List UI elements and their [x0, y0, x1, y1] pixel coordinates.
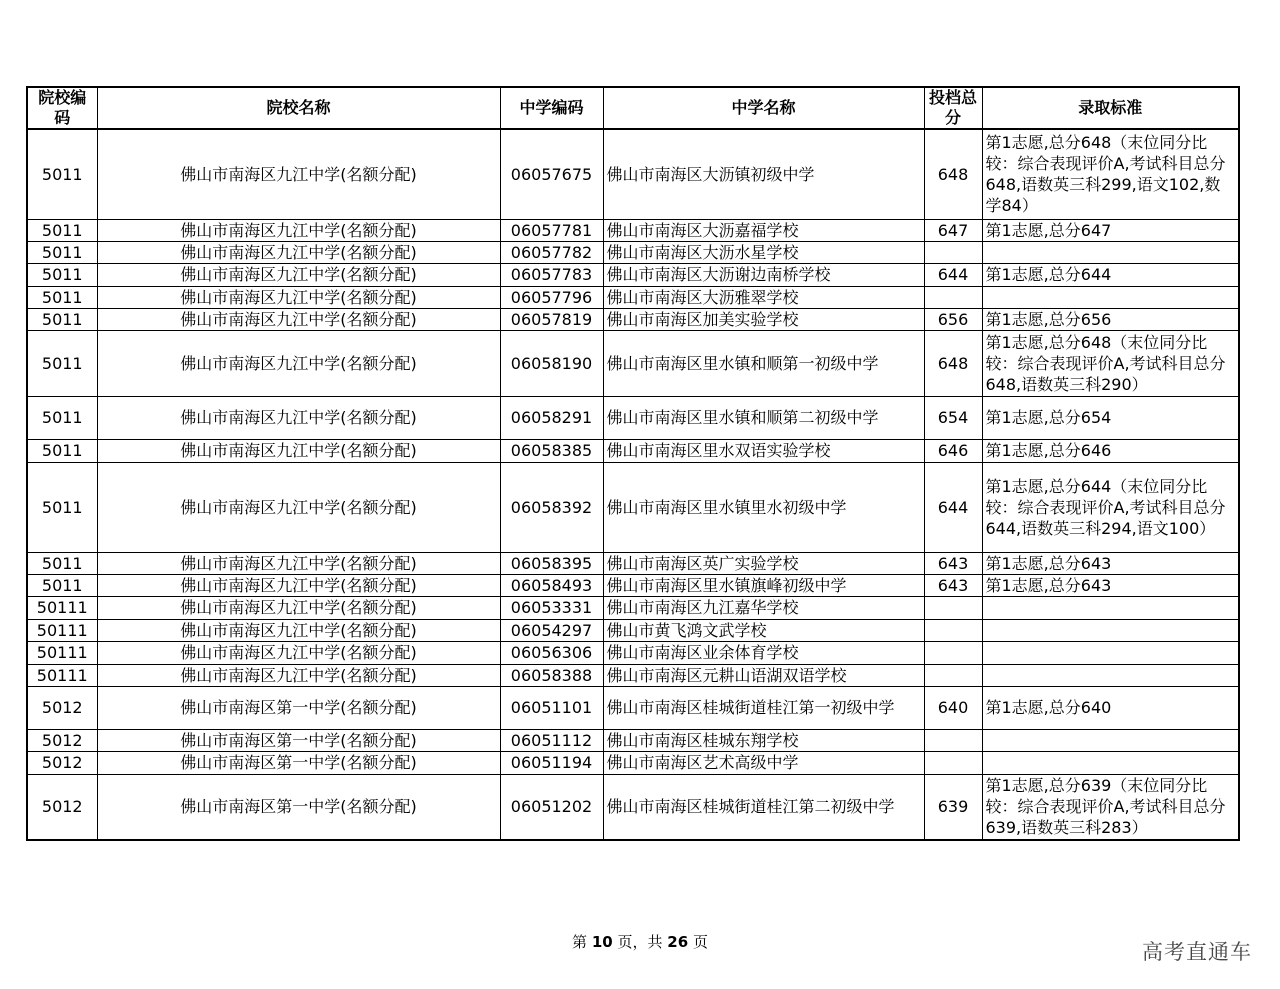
cell-school-name: 佛山市南海区九江中学(名额分配)	[97, 439, 500, 462]
cell-score	[924, 729, 982, 751]
cell-middle-name: 佛山市南海区元耕山语湖双语学校	[603, 664, 924, 686]
cell-school-name: 佛山市南海区九江中学(名额分配)	[97, 308, 500, 330]
cell-standard	[982, 751, 1239, 774]
cell-school-code: 5011	[27, 129, 97, 219]
cell-standard	[982, 641, 1239, 664]
table-body	[27, 129, 1239, 840]
cell-school-name: 佛山市南海区九江中学(名额分配)	[97, 263, 500, 286]
cell-middle-code: 06057675	[500, 129, 603, 219]
cell-middle-code: 06051112	[500, 729, 603, 751]
header-score: 投档总分	[924, 87, 982, 129]
cell-standard: 第1志愿,总分647	[982, 219, 1239, 241]
cell-standard: 第1志愿,总分646	[982, 439, 1239, 462]
cell-standard: 第1志愿,总分648（末位同分比较：综合表现评价A,考试科目总分648,语数英三科290）	[982, 330, 1239, 396]
cell-score: 644	[924, 462, 982, 552]
cell-school-name: 佛山市南海区第一中学(名额分配)	[97, 774, 500, 840]
cell-score: 643	[924, 552, 982, 574]
cell-middle-code: 06057782	[500, 241, 603, 263]
cell-school-code: 5012	[27, 729, 97, 751]
cell-school-name: 佛山市南海区九江中学(名额分配)	[97, 219, 500, 241]
footer-prefix: 第	[572, 933, 588, 951]
cell-school-code: 5011	[27, 263, 97, 286]
cell-middle-name: 佛山市南海区大沥嘉福学校	[603, 219, 924, 241]
cell-score: 648	[924, 330, 982, 396]
cell-standard: 第1志愿,总分654	[982, 396, 1239, 439]
cell-school-name: 佛山市南海区第一中学(名额分配)	[97, 751, 500, 774]
cell-middle-code: 06058385	[500, 439, 603, 462]
cell-school-name: 佛山市南海区九江中学(名额分配)	[97, 641, 500, 664]
cell-middle-name: 佛山市南海区加美实验学校	[603, 308, 924, 330]
cell-standard	[982, 664, 1239, 686]
table-row	[27, 596, 1239, 619]
table-row	[27, 439, 1239, 462]
table-row	[27, 396, 1239, 439]
table-row	[27, 574, 1239, 596]
cell-middle-name: 佛山市南海区大沥镇初级中学	[603, 129, 924, 219]
cell-standard: 第1志愿,总分640	[982, 686, 1239, 729]
cell-school-code: 5011	[27, 286, 97, 308]
cell-school-name: 佛山市南海区九江中学(名额分配)	[97, 286, 500, 308]
table-row	[27, 641, 1239, 664]
table-row	[27, 751, 1239, 774]
cell-middle-code: 06051202	[500, 774, 603, 840]
cell-standard: 第1志愿,总分643	[982, 552, 1239, 574]
cell-standard	[982, 596, 1239, 619]
cell-middle-code: 06057819	[500, 308, 603, 330]
cell-middle-code: 06057781	[500, 219, 603, 241]
table-row	[27, 619, 1239, 641]
cell-score: 647	[924, 219, 982, 241]
page-footer	[0, 931, 1280, 952]
table-row	[27, 286, 1239, 308]
cell-middle-code: 06058388	[500, 664, 603, 686]
cell-score	[924, 619, 982, 641]
table-row	[27, 308, 1239, 330]
cell-standard	[982, 619, 1239, 641]
cell-middle-name: 佛山市南海区大沥水星学校	[603, 241, 924, 263]
header-standard: 录取标准	[982, 87, 1239, 129]
cell-school-name: 佛山市南海区九江中学(名额分配)	[97, 330, 500, 396]
cell-middle-name: 佛山市南海区大沥雅翠学校	[603, 286, 924, 308]
footer-total-pages: 26	[667, 933, 689, 951]
cell-school-name: 佛山市南海区九江中学(名额分配)	[97, 241, 500, 263]
table-row	[27, 219, 1239, 241]
cell-school-code: 5011	[27, 552, 97, 574]
header-row	[27, 87, 1239, 129]
footer-suffix: 页	[692, 933, 708, 951]
cell-school-code: 5012	[27, 774, 97, 840]
cell-school-code: 50111	[27, 641, 97, 664]
cell-score: 643	[924, 574, 982, 596]
cell-middle-code: 06056306	[500, 641, 603, 664]
cell-score	[924, 596, 982, 619]
cell-middle-name: 佛山市南海区里水双语实验学校	[603, 439, 924, 462]
cell-score: 656	[924, 308, 982, 330]
cell-school-code: 5011	[27, 308, 97, 330]
cell-standard: 第1志愿,总分644	[982, 263, 1239, 286]
table-row	[27, 330, 1239, 396]
cell-middle-name: 佛山市南海区桂城东翔学校	[603, 729, 924, 751]
cell-middle-name: 佛山市黄飞鸿文武学校	[603, 619, 924, 641]
cell-school-name: 佛山市南海区九江中学(名额分配)	[97, 552, 500, 574]
cell-school-name: 佛山市南海区九江中学(名额分配)	[97, 462, 500, 552]
cell-school-code: 5011	[27, 219, 97, 241]
cell-middle-code: 06058190	[500, 330, 603, 396]
cell-score	[924, 286, 982, 308]
table-row	[27, 686, 1239, 729]
cell-standard: 第1志愿,总分639（末位同分比较：综合表现评价A,考试科目总分639,语数英三科283）	[982, 774, 1239, 840]
table-row	[27, 664, 1239, 686]
cell-school-code: 5012	[27, 686, 97, 729]
cell-school-name: 佛山市南海区九江中学(名额分配)	[97, 619, 500, 641]
cell-middle-code: 06057796	[500, 286, 603, 308]
cell-middle-name: 佛山市南海区艺术高级中学	[603, 751, 924, 774]
cell-middle-name: 佛山市南海区桂城街道桂江第二初级中学	[603, 774, 924, 840]
cell-score	[924, 664, 982, 686]
watermark: 高考直通车	[1142, 940, 1252, 964]
header-school-code: 院校编码	[27, 87, 97, 129]
cell-school-name: 佛山市南海区九江中学(名额分配)	[97, 396, 500, 439]
cell-school-name: 佛山市南海区第一中学(名额分配)	[97, 686, 500, 729]
cell-standard: 第1志愿,总分643	[982, 574, 1239, 596]
cell-school-name: 佛山市南海区九江中学(名额分配)	[97, 574, 500, 596]
cell-school-code: 5012	[27, 751, 97, 774]
cell-school-code: 50111	[27, 619, 97, 641]
cell-school-code: 50111	[27, 664, 97, 686]
cell-school-code: 5011	[27, 330, 97, 396]
cell-standard	[982, 286, 1239, 308]
cell-score: 639	[924, 774, 982, 840]
cell-middle-name: 佛山市南海区里水镇和顺第二初级中学	[603, 396, 924, 439]
cell-score: 654	[924, 396, 982, 439]
cell-middle-code: 06054297	[500, 619, 603, 641]
cell-middle-code: 06057783	[500, 263, 603, 286]
cell-middle-code: 06051194	[500, 751, 603, 774]
table-row	[27, 552, 1239, 574]
cell-middle-name: 佛山市南海区大沥谢边南桥学校	[603, 263, 924, 286]
cell-school-name: 佛山市南海区九江中学(名额分配)	[97, 596, 500, 619]
cell-score: 648	[924, 129, 982, 219]
footer-page-number: 10	[591, 933, 613, 951]
cell-middle-code: 06053331	[500, 596, 603, 619]
cell-middle-name: 佛山市南海区英广实验学校	[603, 552, 924, 574]
cell-standard	[982, 729, 1239, 751]
cell-middle-name: 佛山市南海区桂城街道桂江第一初级中学	[603, 686, 924, 729]
cell-school-code: 5011	[27, 462, 97, 552]
admission-table	[26, 86, 1240, 841]
cell-score: 644	[924, 263, 982, 286]
cell-middle-name: 佛山市南海区里水镇里水初级中学	[603, 462, 924, 552]
cell-school-code: 5011	[27, 574, 97, 596]
table-row	[27, 263, 1239, 286]
cell-middle-code: 06051101	[500, 686, 603, 729]
cell-school-name: 佛山市南海区九江中学(名额分配)	[97, 129, 500, 219]
cell-school-name: 佛山市南海区第一中学(名额分配)	[97, 729, 500, 751]
cell-standard: 第1志愿,总分648（末位同分比较：综合表现评价A,考试科目总分648,语数英三科299,语文102,数学84）	[982, 129, 1239, 219]
cell-middle-name: 佛山市南海区九江嘉华学校	[603, 596, 924, 619]
header-middle-code: 中学编码	[500, 87, 603, 129]
cell-standard: 第1志愿,总分644（末位同分比较：综合表现评价A,考试科目总分644,语数英三科294,语文100）	[982, 462, 1239, 552]
cell-middle-code: 06058493	[500, 574, 603, 596]
cell-score	[924, 751, 982, 774]
cell-school-code: 50111	[27, 596, 97, 619]
header-school-name: 院校名称	[97, 87, 500, 129]
cell-middle-code: 06058392	[500, 462, 603, 552]
cell-school-code: 5011	[27, 396, 97, 439]
cell-middle-name: 佛山市南海区里水镇和顺第一初级中学	[603, 330, 924, 396]
table-row	[27, 241, 1239, 263]
cell-middle-code: 06058395	[500, 552, 603, 574]
cell-score	[924, 241, 982, 263]
cell-school-code: 5011	[27, 241, 97, 263]
cell-school-code: 5011	[27, 439, 97, 462]
table-row	[27, 462, 1239, 552]
cell-middle-name: 佛山市南海区里水镇旗峰初级中学	[603, 574, 924, 596]
table-row	[27, 729, 1239, 751]
cell-middle-code: 06058291	[500, 396, 603, 439]
cell-score: 640	[924, 686, 982, 729]
cell-score: 646	[924, 439, 982, 462]
cell-score	[924, 641, 982, 664]
cell-middle-name: 佛山市南海区业余体育学校	[603, 641, 924, 664]
table-row	[27, 774, 1239, 840]
table-row	[27, 129, 1239, 219]
footer-middle: 页，共	[617, 933, 663, 951]
cell-standard	[982, 241, 1239, 263]
header-middle-name: 中学名称	[603, 87, 924, 129]
cell-standard: 第1志愿,总分656	[982, 308, 1239, 330]
cell-school-name: 佛山市南海区九江中学(名额分配)	[97, 664, 500, 686]
